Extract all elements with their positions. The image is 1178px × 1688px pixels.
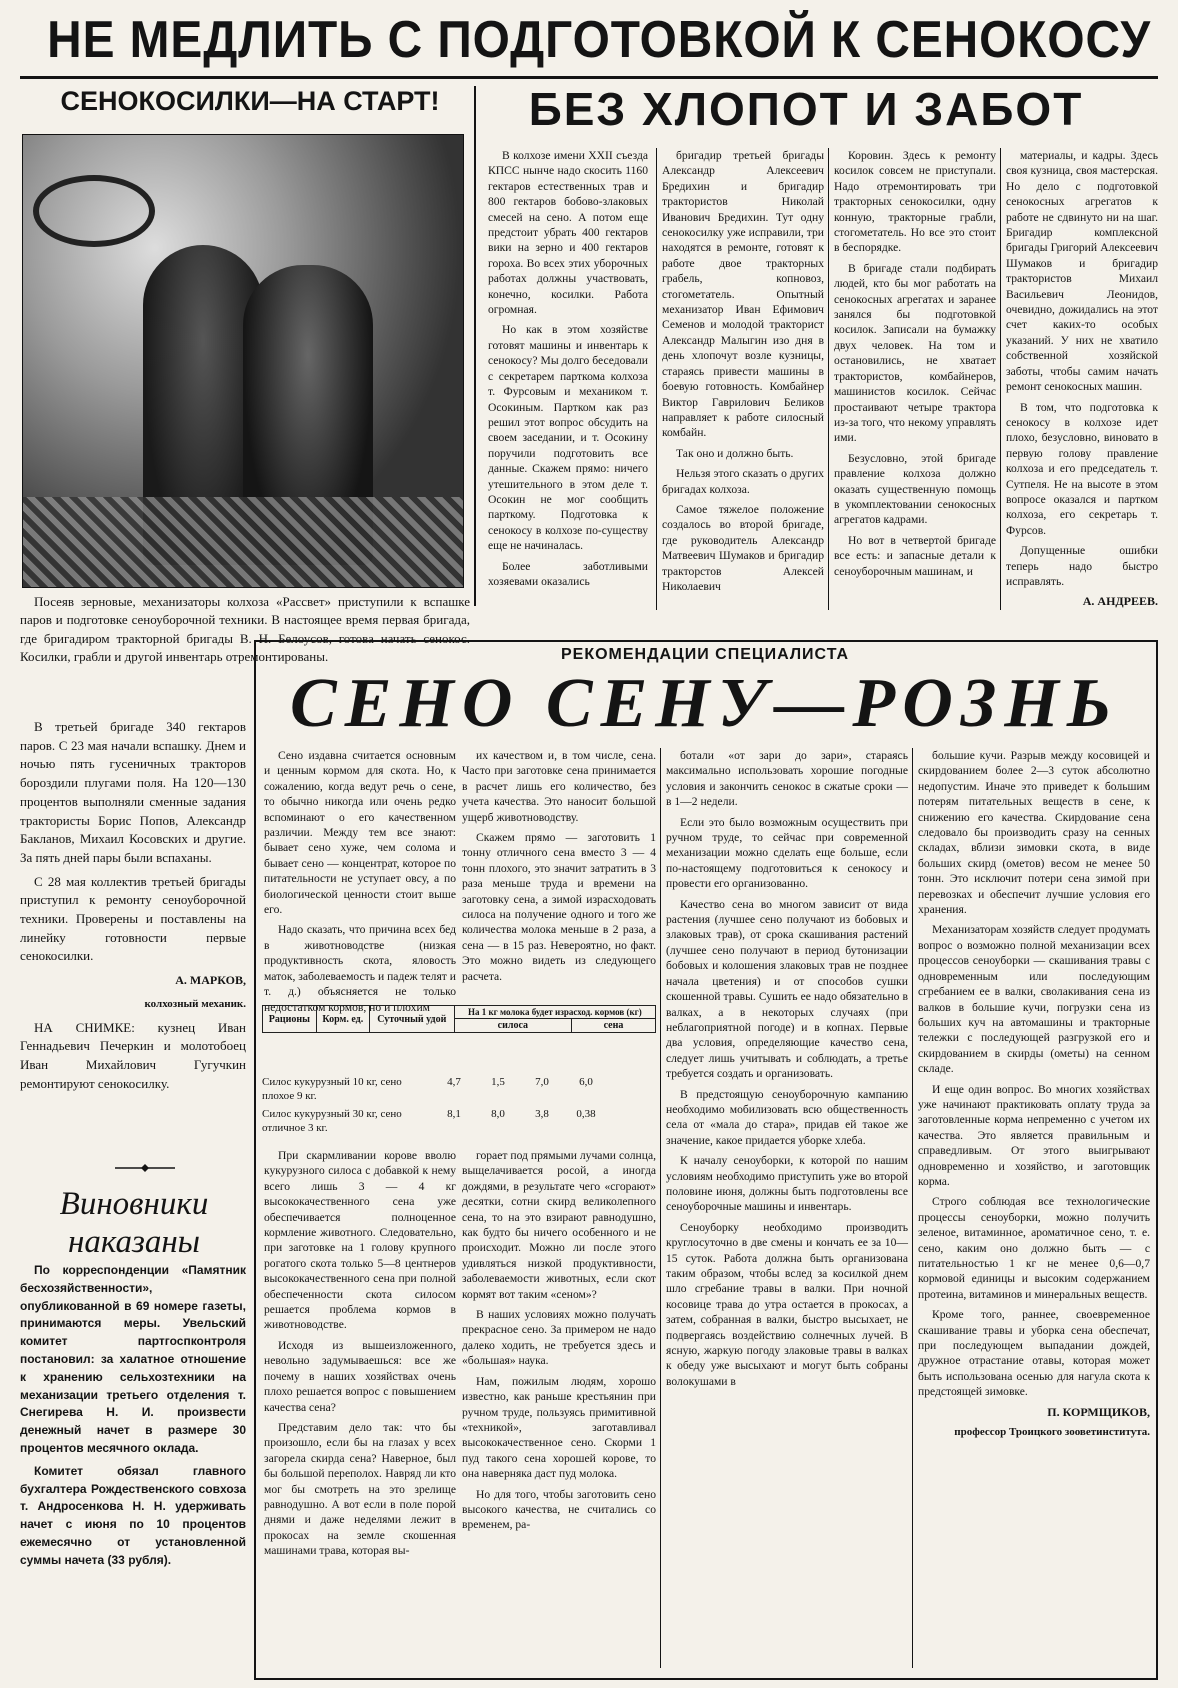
hay-col-2 [462, 748, 656, 998]
paragraph: Но для того, чтобы заготовить сено высокого качества, не считались со временем, ра- [462, 1487, 656, 1532]
paragraph: Нельзя этого сказать о других бригадах колхоза. [662, 467, 824, 496]
signature-role: колхозный механик. [144, 997, 246, 1010]
left-article-column [20, 718, 246, 1098]
hay-col-1b [264, 1148, 456, 1668]
paragraph: К началу сеноуборки, к которой по нашим условиям необходимо приступить уже во второй половине июня, должны быть подготовлены все сеноуборочные машины и инвентарь. [666, 1154, 908, 1214]
table-header: На 1 кг молока будет израсход. кормов (кг) [454, 1006, 655, 1019]
divider-ornament [115, 1163, 175, 1173]
article-photo [22, 134, 464, 588]
column-divider [660, 748, 661, 1668]
table-cell: 3,8 [535, 1108, 549, 1120]
paragraph: В наших условиях можно получать прекрасное сено. За примером не надо далеко ходить, не требуется здесь и «большая» наука. [462, 1308, 656, 1368]
signature: П. КОРМЩИКОВ, [1047, 1404, 1150, 1419]
hay-col-1 [264, 748, 456, 1014]
paragraph: Скажем прямо — заготовить 1 тонну отличного сена вместо 3 — 4 тонн плохого, это значит затратить в 3 раза меньше труда и времени на заготовку сена, а зимой израсходовать силоса на получение одного и того же количества молока меньше в 2 раза, а сена — в 15 раз. Невероятно, но факт. Это можно видеть из следующего расчета. [462, 831, 656, 983]
hay-col-2b [462, 1148, 656, 1668]
paragraph: Кроме того, раннее, своевременное скашивание травы и уборка сена обеспечат, при последующем выпадании дождей, дружное отрастание отавы, которая может быть использована осенью для нагула скота к предстоящей зимовке. [918, 1308, 1150, 1399]
table-row [262, 1107, 656, 1135]
column-divider [474, 86, 476, 606]
paragraph: С 28 мая коллектив третьей бригады приступил к ремонту сеноуборочной техники. Проверены и поставлены на линейку готовности первые сенокосилки. [20, 873, 246, 964]
paragraph: их качеством и, в том числе, сена. Часто при заготовке сена принимается в расчет лишь его количество, без учета качества. Это наносит большой ущерб животноводству. [462, 749, 656, 824]
paragraph: Надо сказать, что причина всех бед в животноводстве (низкая продуктивность скота, яловость маток, заболеваемость и падеж телят и т. д.) объясняется не только недостатком кормов, но и плохим [264, 923, 456, 1014]
ration-table [262, 1005, 656, 1033]
hay-article-kicker: РЕКОМЕНДАЦИИ СПЕЦИАЛИСТА [560, 646, 850, 663]
paragraph: материалы, и кадры. Здесь своя кузница, своя мастерская. Но дело с подготовкой сенокосных агрегатов к работе не сдвинуто ни на шаг. Бригадир комплексной бригады Григорий Алексеевич Шумаков и бригадир трактористов Михаил Васильевич Леонидов, очевидно, дожидались на этот счет каких-то особых указаний. У них не хватило собственной хозяйской заботы, чтобы самим начать ремонт сенокосных машин. [1006, 149, 1158, 394]
table-cell: 8,1 [447, 1108, 461, 1120]
paragraph: При скармливании корове вволю кукурузного силоса с добавкой к нему всего лишь 3 — 4 кг высококачественного сена уже обеспечивается полноценное кормление животного. Следовательно, при заготовке на 1 голову крупного рогатого скота только 5—8 центнеров высококачественного сена при полной обеспеченности скота силосом решается проблема кормов в животноводстве. [264, 1149, 456, 1332]
photo-caption: НА СНИМКЕ: кузнец Иван Геннадьевич Печеркин и молотобоец Иван Михайлович Гугучкин ремонтируют сенокосилку. [20, 1019, 246, 1091]
paragraph: Если это было возможным осуществить при ручном труде, то сейчас при современной механизации можно сделать еще больше, если по-настоящему подготовиться к сенокосу и провести его организованно. [666, 815, 908, 891]
right-article-col-2 [662, 148, 824, 599]
column-divider [1000, 148, 1001, 610]
paragraph: Безусловно, этой бригаде правление колхоза должно оказать существенную помощь в укомплектовании сенокосных агрегатов кадрами. [834, 451, 996, 527]
paragraph: По корреспонденции «Памятник бесхозяйственности», опубликованной в 69 номере газеты, принимаются меры. Увельский комитет партгоспконтроля постановил: за халатное отношение к хранению сельхозтехники на механизации третьего отделения т. Снегирева Н. И. произвести денежный начет в размере 30 процентов месячного оклада. [20, 1263, 246, 1455]
signature-role: профессор Троицкого зооветинститута. [954, 1426, 1150, 1439]
paragraph: Коровин. Здесь к ремонту косилок совсем не приступали. Надо отремонтировать три тракторных сенокосилки, одну конную, тракторные грабли, стогометатель. Но все это стоит в беспорядке. [834, 149, 996, 255]
paragraph: Посеяв зерновые, механизаторы колхоза «Рассвет» приступили к вспашке паров и подготовке сеноуборочной техники. В настоящее время первая бригада, где бригадиром тракторной бригады В. Н. Белоусов, готова начать сенокос. Косилки, грабли и другой инвентарь отремонтированы. [20, 594, 470, 665]
paragraph: бригадир третьей бригады Александр Алексеевич Бредихин и бригадир трактористов Николай Иванович Бредихин. Тут одну сенокосилку уже исправили, три находятся в ремонте, готовят к работе двое тракторных грабель, копновоз, стогометатель. Опытный механизатор Иван Ефимович Семенов и молодой тракторист Александр Малыгин изо дня в день хлопочут возле кузницы, стараясь привести машины в боевую готовность. Комбайнер Виктор Гаврилович Беликов направляет к работе силосный комбайн. [662, 149, 824, 440]
right-article-col-3 [834, 148, 996, 584]
paragraph: Но вот в четвертой бригаде все есть: и запасные детали к сеноуборочным машинам, и [834, 533, 996, 578]
paragraph: В колхозе имени XXII съезда КПСС нынче надо скосить 1160 гектаров естественных трав и 800 гектаров бобово-злаковых смесей на сено. А потом еще предстоит убрать 400 гектаров вики на зерно и 400 гектаров гороха. Во всех этих уборочных работах должны участвовать, конечно, косилки. Работа огромная. [488, 149, 648, 317]
paragraph: Исходя из вышеизложенного, невольно задумываешься: все же почему в наших хозяйствах очень плохо решается вопрос с повышением качества сена? [264, 1338, 456, 1414]
paragraph: Строго соблюдая все технологические процессы сеноуборки, можно получить зеленое, витаминное, ароматичное сено, т. е. сено, каким оно должно быть — с питательностью 1 кг не менее 0,6—0,7 кормовой единицы и высоким содержанием протеина, витаминов и минеральных веществ. [918, 1195, 1150, 1301]
hay-col-4 [918, 748, 1150, 1668]
signature: А. МАРКОВ, [175, 973, 246, 988]
table-cell: Силос кукурузный 10 кг, сено плохое 9 кг. [262, 1076, 402, 1102]
table-cell: 7,0 [535, 1076, 549, 1088]
ground-texture [23, 497, 463, 587]
paragraph: Самое тяжелое положение создалось во второй бригаде, где руководитель Александр Матвеевич Шумаков и бригадир тракторстов Алексей Николаевич [662, 502, 824, 593]
page-banner: НЕ МЕДЛИТЬ С ПОДГОТОВКОЙ К СЕНОКОСУ [47, 11, 1152, 69]
column-divider [912, 748, 913, 1668]
paragraph: большие кучи. Разрыв между косовицей и скирдованием более 2—3 суток абсолютно недопустим. Иначе это приведет к большим потерям питательных веществ в сене, к снижению его качества. Скирдование сена следовало бы производить сразу на сенных складах, вблизи зимовки скота, в виде больших скирд (ометов) весом не менее 50 тонн. Это исключит потери сена зимой при перевозках и обеспечит лучшие условия его хранения. [918, 749, 1150, 917]
paragraph: И еще один вопрос. Во многих хозяйствах уже начинают практиковать оплату труда за заготовленные корма непременно с учетом их качества. Это является правильным и справедливым. От этого выигрывают одновременно и хозяйство, и заготовщик корма. [918, 1082, 1150, 1188]
paragraph: Представим дело так: что бы произошло, если бы на глазах у всех загорела скирда сена? Наверное, был бы большой переполох. Навряд ли кто мог бы смотреть на это зрелище равнодушно. А вот если в поле порой днями и даже неделями лежит в прокосах на земле скошенная машинами трава, которая вы- [264, 1420, 456, 1558]
table-header: Рационы [263, 1006, 317, 1033]
paragraph: В третьей бригаде 340 гектаров паров. С 23 мая начали вспашку. Днем и ночью пять гусеничных тракторов бороздили плугами поля. На 120—130 процентов выполняли сменные задания трактористы Борис Попов, Александр Бакланов, Михаил Косовских и другие. За пять дней пары были вспаханы. [20, 719, 246, 865]
paragraph: Сено издавна считается основным и ценным кормом для скота. Но, к сожалению, когда ведут речь о сене, то обычно никогда или очень редко вспоминают о его качественном различии. Между тем все знают: бывает сено хуже, чем солома и бывает сено — концентрат, которое по питательности не уступает овсу, а по биологической ценности стоит выше его. [264, 749, 456, 917]
column-divider [828, 148, 829, 610]
paragraph: ботали «от зари до зари», стараясь максимально использовать хорошие погодные условия и закончить сенокос в сжатые сроки — в 1—2 недели. [666, 749, 908, 809]
paragraph: горает под прямыми лучами солнца, выщелачивается росой, а иногда дождями, в результате чего «сгорают» десятки, сотни скирд великолепного сена, то на это взирают равнодушно, как будто бы ничего особенного и не происходит. Можно ли после этого удивляться низкой продуктивности, заболеваемости животных, если скот кормят вот таким «сеном»? [462, 1149, 656, 1301]
table-header: силоса [454, 1019, 571, 1033]
culprits-headline: Виновники наказаны [59, 1186, 209, 1260]
paragraph: В предстоящую сеноуборочную кампанию необходимо мобилизовать всю общественность села от «мала до стара», придав ей такое же значение, какое придается уборке хлеба. [666, 1087, 908, 1147]
table-cell: 1,5 [491, 1076, 505, 1088]
paragraph: Так оно и должно быть. [676, 446, 794, 460]
paragraph: Качество сена во многом зависит от вида растения (лучшее сено получают из бобовых и злаковых трав), от срока скашивания растений (лучшее сено получают в период бутонизации бобовых и колошения злаковых трав не позднее начала цветения) и от способов сушки скошенной травы. Сушить ее надо обязательно в валках, а в некоторых случаях (при неблагоприятной погоде) и в копнах. Первые два условия, определяющие качество сена, следует лишь учитывать и соблюдать, а третье требуется создать и организовать. [666, 897, 908, 1081]
table-row [262, 1075, 656, 1103]
left-article-headline: СЕНОКОСИЛКИ—НА СТАРТ! [60, 86, 440, 116]
signature: А. АНДРЕЕВ. [1082, 594, 1158, 609]
right-article-col-4 [1006, 148, 1158, 628]
paragraph: В бригаде стали подбирать людей, кто бы мог работать на сенокосных агрегатах и заранее занялся бы подготовкой косилок. Записали на бумажку двух человек. На том и остановились, не хватает трактористов, комбайнеров, машинистов косилок. Сейчас простаивают четыре трактора из-за того, что некому управлять ими. [834, 261, 996, 445]
culprits-body [20, 1262, 246, 1575]
table-header: сена [571, 1019, 655, 1033]
paragraph: Нам, пожилым людям, хорошо известно, как раньше крестьянин при ручном труде, пользуясь примитивной «техникой», заготавливал высококачественное сено. Скорми 1 пуд такого сена хорошей корове, то она наверняка даст пуд молока. [462, 1374, 656, 1481]
paragraph: Сеноуборку необходимо производить круглосуточно в две смены и кончать ее за 10—15 суток. Работа должна быть организована таким образом, чтобы вслед за косилкой днем шло сгребание травы в валки. При ночной косовице трава до утра остается в прокосах, а затем, собранная в валки, быстро высыхает, не подвергаясь воздействию солнечных лучей. В ясную, жаркую погоду злаковые травы в валках к обеду уже высыхают и могут быть собраны волокушами в [666, 1220, 908, 1388]
ration-table-rows [262, 1075, 656, 1135]
table-cell: 0,38 [576, 1108, 596, 1120]
table-cell: 8,0 [491, 1108, 505, 1120]
hay-col-3 [666, 748, 908, 1668]
paragraph: Комитет обязал главного бухгалтера Рождественского совхоза т. Андросенкова Н. Н. удерживать начет с июня по 10 процентов ежемесячно от установленной суммы начета (33 рубля). [20, 1463, 246, 1567]
paragraph: В том, что подготовка к сенокосу в колхозе идет плохо, безусловно, виновато в первую голову правление колхоза и его председатель т. Сутпеля. Не на высоте в этом вопросе оказался и партком колхоза, его секретарь т. Фурсов. [1006, 400, 1158, 537]
paragraph: Механизаторам хозяйств следует продумать вопрос о возможно полной механизации всех процессов сеноуборки — скашивания травы с одновременным или последующим сгребанием ее в валки, сволакивания сена из валков в большие кучи, погрузки сена из больших куч на автомашины и тракторные тележки с последующей разгрузкой его и скирдованием в скирды (ометы) на сенном складе. [918, 923, 1150, 1076]
table-header: Корм. ед. [316, 1006, 369, 1033]
paragraph: Но как в этом хозяйстве готовят машины и инвентарь к сенокосу? Мы долго беседовали с секретарем парткома колхоза т. Фурсовым и механиком т. Осокиным. Партком как раз решил этот вопрос обсудить на своем заседании, и т. Осокину поручили подготовить все данные. Скажем прямо: ничего утешительного в этом деле т. Осокин не мог сообщить парткому. Подготовка к сенокосу в колхозе по-существу еще не начиналась. [488, 323, 648, 553]
banner-rule [20, 76, 1158, 79]
machine-wheel-shape [33, 175, 155, 247]
table-header: Суточный удой [369, 1006, 454, 1033]
paragraph: Допущенные ошибки теперь надо быстро исправлять. [1006, 544, 1158, 588]
paragraph: Более заботливыми хозяевами оказались [488, 559, 648, 588]
table-cell: 4,7 [447, 1076, 461, 1088]
column-divider [656, 148, 657, 610]
right-article-col-1 [488, 148, 648, 594]
table-cell: Силос кукурузный 30 кг, сено отличное 3 кг. [262, 1108, 402, 1134]
hay-article-headline: СЕНО СЕНУ—РОЗНЬ [290, 665, 1120, 742]
right-article-headline: БЕЗ ХЛОПОТ И ЗАБОТ [528, 83, 1084, 135]
table-cell: 6,0 [579, 1076, 593, 1088]
